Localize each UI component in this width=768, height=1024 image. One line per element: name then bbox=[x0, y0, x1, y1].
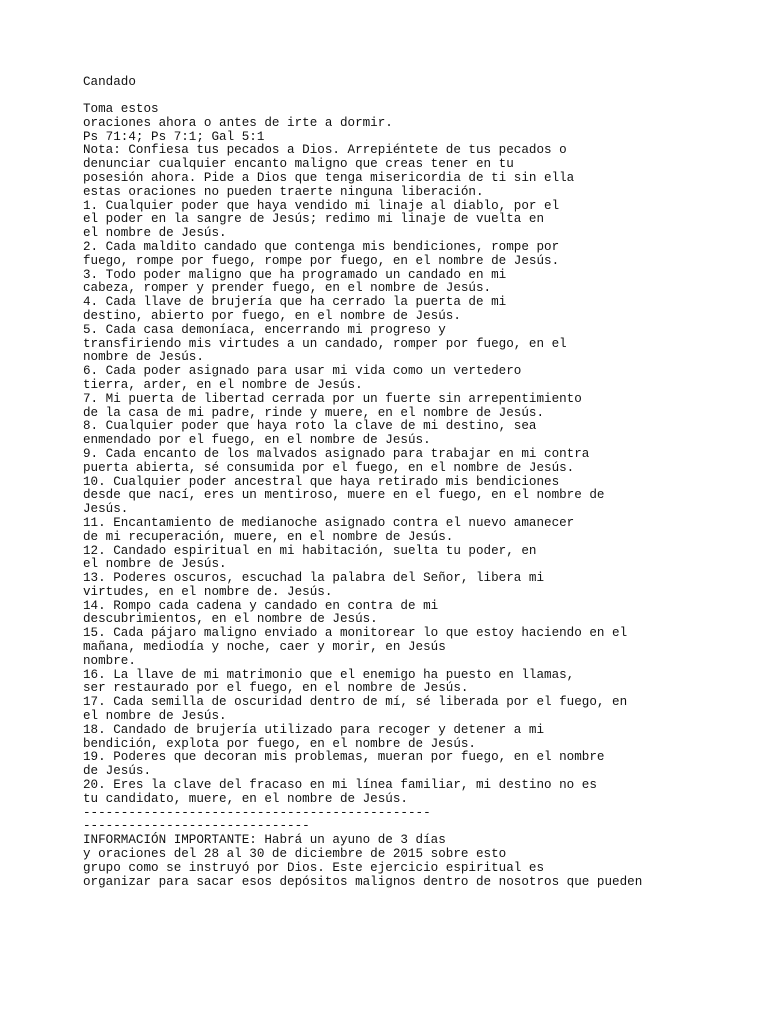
text-line: tierra, arder, en el nombre de Jesús. bbox=[83, 377, 363, 392]
text-line: 10. Cualquier poder ancestral que haya retirado mis bendiciones bbox=[83, 474, 560, 489]
text-line: INFORMACIÓN IMPORTANTE: Habrá un ayuno de 3 días bbox=[83, 833, 446, 848]
text-line: descubrimientos, en el nombre de Jesús. bbox=[83, 612, 378, 627]
text-line: 19. Poderes que decoran mis problemas, mueran por fuego, en el nombre bbox=[83, 750, 605, 765]
text-line: nombre. bbox=[83, 653, 136, 668]
text-line: Jesús. bbox=[83, 502, 129, 517]
text-line: el nombre de Jesús. bbox=[83, 709, 227, 724]
text-line: 2. Cada maldito candado que contenga mis bendiciones, rompe por bbox=[83, 239, 560, 254]
text-line: 1. Cualquier poder que haya vendido mi linaje al diablo, por el bbox=[83, 198, 560, 213]
text-line: 11. Encantamiento de medianoche asignado contra el nuevo amanecer bbox=[83, 515, 575, 530]
text-line: Ps 71:4; Ps 7:1; Gal 5:1 bbox=[83, 129, 265, 144]
text-line: ---------------------------------------------- bbox=[83, 805, 431, 820]
text-line: el nombre de Jesús. bbox=[83, 226, 227, 241]
text-line: 9. Cada encanto de los malvados asignado para trabajar en mi contra bbox=[83, 446, 590, 461]
text-line: el nombre de Jesús. bbox=[83, 557, 227, 572]
text-line: 13. Poderes oscuros, escuchad la palabra del Señor, libera mi bbox=[83, 571, 545, 586]
text-line: de la casa de mi padre, rinde y muere, en el nombre de Jesús. bbox=[83, 405, 545, 420]
text-line: de mi recuperación, muere, en el nombre de Jesús. bbox=[83, 529, 454, 544]
text-line: 16. La llave de mi matrimonio que el enemigo ha puesto en llamas, bbox=[83, 667, 575, 682]
text-line: organizar para sacar esos depósitos malignos dentro de nosotros que pueden bbox=[83, 874, 643, 889]
text-line: 5. Cada casa demoníaca, encerrando mi progreso y bbox=[83, 322, 446, 337]
text-line: 7. Mi puerta de libertad cerrada por un fuerte sin arrepentimiento bbox=[83, 391, 582, 406]
document-title: Candado bbox=[83, 75, 136, 89]
text-line: posesión ahora. Pide a Dios que tenga misericordia de ti sin ella bbox=[83, 170, 575, 185]
text-line: nombre de Jesús. bbox=[83, 350, 204, 365]
text-line: 20. Eres la clave del fracaso en mi línea familiar, mi destino no es bbox=[83, 778, 597, 793]
text-line: puerta abierta, sé consumida por el fuego, en el nombre de Jesús. bbox=[83, 460, 575, 475]
text-line: cabeza, romper y prender fuego, en el nombre de Jesús. bbox=[83, 281, 492, 296]
text-line: grupo como se instruyó por Dios. Este ejercicio espiritual es bbox=[83, 860, 545, 875]
text-line: ------------------------------ bbox=[83, 819, 310, 834]
text-line: oraciones ahora o antes de irte a dormir. bbox=[83, 115, 393, 130]
text-line: transfiriendo mis virtudes a un candado, romper por fuego, en el bbox=[83, 336, 567, 351]
text-line: Toma estos bbox=[83, 102, 159, 116]
text-line: 14. Rompo cada cadena y candado en contra de mi bbox=[83, 598, 439, 613]
document-body bbox=[83, 103, 642, 889]
text-line: 8. Cualquier poder que haya roto la clave de mi destino, sea bbox=[83, 419, 537, 434]
text-line: 12. Candado espiritual en mi habitación, suelta tu poder, en bbox=[83, 543, 537, 558]
text-line: el poder en la sangre de Jesús; redimo mi linaje de vuelta en bbox=[83, 212, 545, 227]
text-line: mañana, mediodía y noche, caer y morir, en Jesús bbox=[83, 640, 446, 655]
text-line: enmendado por el fuego, en el nombre de Jesús. bbox=[83, 433, 431, 448]
text-line: de Jesús. bbox=[83, 764, 152, 779]
text-line: y oraciones del 28 al 30 de diciembre de 2015 sobre esto bbox=[83, 847, 507, 862]
text-line: destino, abierto por fuego, en el nombre de Jesús. bbox=[83, 308, 461, 323]
text-line: 3. Todo poder maligno que ha programado un candado en mi bbox=[83, 267, 507, 282]
text-line: virtudes, en el nombre de. Jesús. bbox=[83, 584, 333, 599]
text-line: estas oraciones no pueden traerte ninguna liberación. bbox=[83, 184, 484, 199]
text-line: bendición, explota por fuego, en el nombre de Jesús. bbox=[83, 736, 476, 751]
text-line: ser restaurado por el fuego, en el nombre de Jesús. bbox=[83, 681, 469, 696]
text-line: 15. Cada pájaro maligno enviado a monitorear lo que estoy haciendo en el bbox=[83, 626, 628, 641]
text-line: desde que nací, eres un mentiroso, muere en el fuego, en el nombre de bbox=[83, 488, 605, 503]
text-line: 4. Cada llave de brujería que ha cerrado la puerta de mi bbox=[83, 295, 507, 310]
text-line: fuego, rompe por fuego, rompe por fuego, en el nombre de Jesús. bbox=[83, 253, 560, 268]
text-line: 17. Cada semilla de oscuridad dentro de mí, sé liberada por el fuego, en bbox=[83, 695, 628, 710]
text-line: Nota: Confiesa tus pecados a Dios. Arrepiéntete de tus pecados o bbox=[83, 143, 567, 158]
text-line: tu candidato, muere, en el nombre de Jesús. bbox=[83, 791, 408, 806]
text-line: denunciar cualquier encanto maligno que creas tener en tu bbox=[83, 157, 514, 172]
text-line: 6. Cada poder asignado para usar mi vida como un vertedero bbox=[83, 364, 522, 379]
text-line: 18. Candado de brujería utilizado para recoger y detener a mi bbox=[83, 722, 545, 737]
